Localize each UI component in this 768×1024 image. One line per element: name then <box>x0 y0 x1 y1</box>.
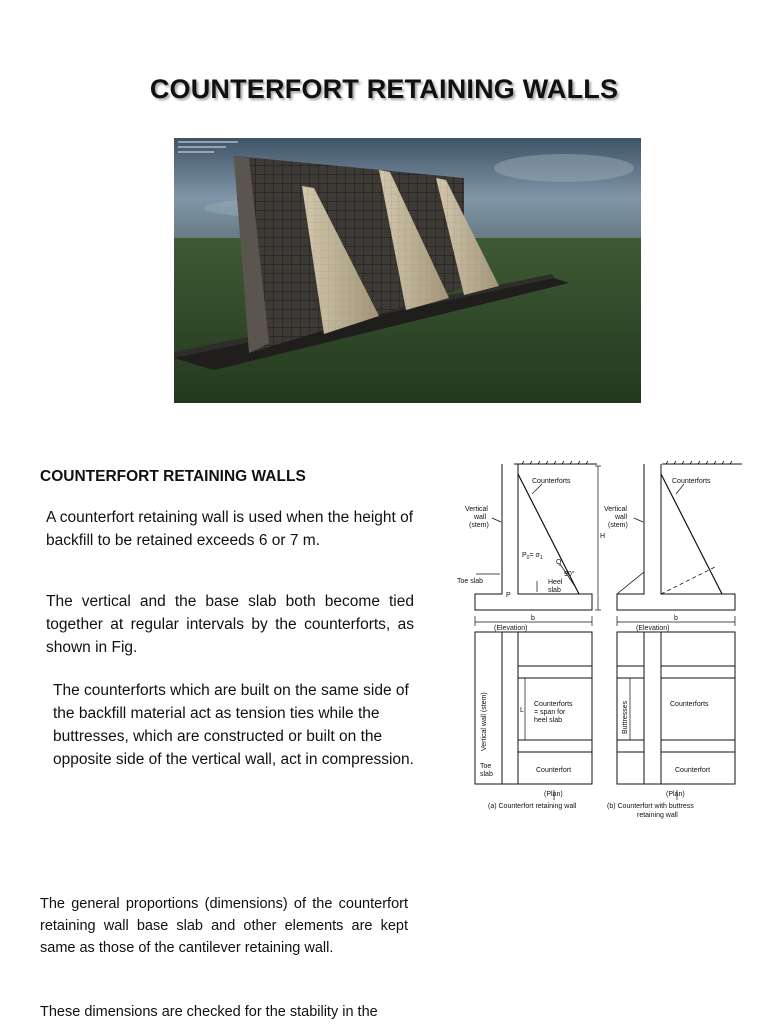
counterfort-wall-render <box>174 138 641 403</box>
section-heading: COUNTERFORT RETAINING WALLS <box>40 468 306 485</box>
render-illustration <box>174 138 641 403</box>
label-plan-b: (Plan) <box>666 791 685 798</box>
label-span-2: heel slab <box>534 717 563 724</box>
label-elevation-b: (Elevation) <box>636 625 670 632</box>
label-angle: 90° <box>564 571 575 578</box>
elevation-b <box>617 461 742 626</box>
label-h: H <box>600 533 606 540</box>
label-counterforts-a: Counterforts <box>532 478 571 485</box>
label-vertical-b: Vertical <box>604 506 627 513</box>
paragraph-usage: A counterfort retaining wall is used when the height of backfill to be retained exceeds 6 or 7 m. <box>46 509 414 549</box>
label-p: P <box>506 592 511 599</box>
counterfort-diagram <box>452 456 752 826</box>
page-title: COUNTERFORT RETAINING WALLS <box>149 74 619 104</box>
cloud <box>494 154 634 182</box>
label-span-1: = span for <box>534 709 566 716</box>
label-toe-slab-plan: slab <box>480 771 493 778</box>
caption-b-line-2: retaining wall <box>637 812 678 819</box>
elevation-a <box>475 461 601 626</box>
label-vertical-wall-stem: Vertical wall (stem) <box>481 692 488 751</box>
label-plan-a: (Plan) <box>544 791 563 798</box>
label-toe-slab: Toe slab <box>457 578 484 585</box>
paragraph-tension-compression: The counterforts which are built on the same side of the backfill material act as tension ties while the buttresses, which are constructed or built on the opposite side of the vertical wall, act in compression. <box>53 682 414 768</box>
paragraph-stability: These dimensions are checked for the stability in the <box>40 1004 378 1020</box>
label-buttresses: Buttresses <box>622 700 629 734</box>
label-stem-b: (stem) <box>608 522 628 529</box>
label-counterfort-plan-a: Counterfort <box>536 767 572 774</box>
label-q: Q <box>556 559 562 566</box>
plan-b <box>617 632 735 784</box>
label-counterforts-plan-b: Counterforts <box>670 701 709 708</box>
diagram-figure <box>452 456 752 826</box>
caption-b-line-1: (b) Counterfort with buttress <box>607 803 694 810</box>
caption-a: (a) Counterfort retaining wall <box>488 803 577 810</box>
label-counterfort-plan-b: Counterfort <box>675 767 711 774</box>
label-vertical-a: Vertical <box>465 506 488 513</box>
label-l: L <box>520 707 524 714</box>
label-wall-b: wall <box>615 514 628 521</box>
label-b-b: b <box>674 615 678 622</box>
label-elevation-a: (Elevation) <box>494 625 528 632</box>
label-toe: Toe <box>480 763 492 770</box>
label-heel-slab: slab <box>548 587 561 594</box>
label-wall-a: wall <box>474 514 487 521</box>
label-p0: $P_0= \sigma_1$ <box>522 552 543 561</box>
paragraph-proportions: The general proportions (dimensions) of the counterfort retaining wall base slab and other elements are kept same as those of the cantilever retaining wall. <box>40 896 408 956</box>
label-counterforts-plan-a: Counterforts <box>534 701 573 708</box>
label-stem-a: (stem) <box>469 522 489 529</box>
plan-a <box>475 632 592 784</box>
label-counterforts-b: Counterforts <box>672 478 711 485</box>
label-b-a: b <box>531 615 535 622</box>
paragraph-tied-together: The vertical and the base slab both become tied together at regular intervals by the counterforts, as shown in Fig. <box>46 593 414 656</box>
label-heel: Heel <box>548 579 563 586</box>
